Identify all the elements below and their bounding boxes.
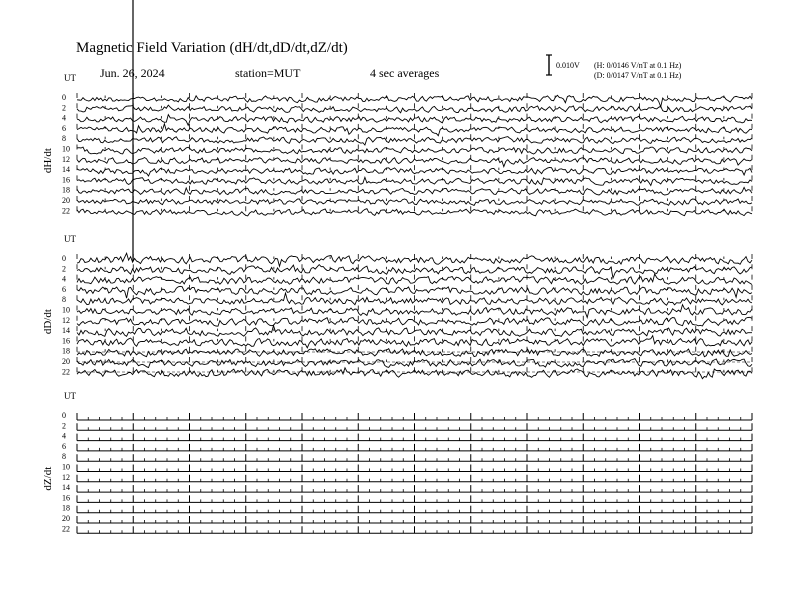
hour-label: 2 xyxy=(62,421,66,431)
hour-label: 12 xyxy=(62,315,70,325)
hour-label: 6 xyxy=(62,284,66,294)
hour-label: 16 xyxy=(62,336,70,346)
hour-label: 22 xyxy=(62,367,70,377)
hour-label: 2 xyxy=(62,103,66,113)
hour-label: 12 xyxy=(62,154,70,164)
date-label: Jun. 26, 2024 xyxy=(100,66,165,80)
hour-label: 2 xyxy=(62,264,66,274)
hour-label: 22 xyxy=(62,524,70,534)
hour-label: 16 xyxy=(62,493,70,503)
hour-label: 0 xyxy=(62,93,66,102)
hour-label: 6 xyxy=(62,441,66,451)
hour-label: 4 xyxy=(62,431,66,441)
panel-y-label: dD/dt xyxy=(42,309,54,335)
hour-label: 8 xyxy=(62,295,66,305)
hour-label: 14 xyxy=(62,165,70,175)
hour-label: 4 xyxy=(62,113,66,123)
hour-label: 18 xyxy=(62,346,70,356)
panel-dh-dt xyxy=(42,73,752,216)
hour-label: 22 xyxy=(62,206,70,216)
hour-label: 20 xyxy=(62,196,70,205)
calibration-h-label: (H: 0/0146 V/nT at 0.1 Hz) xyxy=(594,61,682,70)
ut-axis-label: UT xyxy=(64,234,76,244)
panel-dz-dt xyxy=(42,391,752,533)
hour-label: 16 xyxy=(62,175,70,185)
hour-label: 12 xyxy=(62,472,70,482)
hour-label: 10 xyxy=(62,144,70,154)
hour-label: 0 xyxy=(62,254,66,263)
hour-label: 18 xyxy=(62,503,70,513)
panel-y-label: dH/dt xyxy=(42,148,54,174)
ut-axis-label: UT xyxy=(64,73,76,83)
hour-label: 6 xyxy=(62,123,66,133)
panel-dd-dt xyxy=(42,234,752,379)
panel-y-label: dZ/dt xyxy=(42,466,54,491)
ut-axis-label: UT xyxy=(64,391,76,401)
hour-label: 8 xyxy=(62,134,66,144)
hour-label: 14 xyxy=(62,326,70,336)
calibration-d-label: (D: 0/0147 V/nT at 0.1 Hz) xyxy=(594,71,682,80)
hour-label: 20 xyxy=(62,357,70,366)
chart-title: Magnetic Field Variation (dH/dt,dD/dt,dZ/dt) xyxy=(76,40,348,56)
averaging-label: 4 sec averages xyxy=(370,66,440,80)
station-label: station=MUT xyxy=(235,66,301,80)
scale-bar-label: 0.010V xyxy=(556,61,580,70)
hour-label: 20 xyxy=(62,514,70,523)
hour-label: 10 xyxy=(62,462,70,472)
hour-label: 4 xyxy=(62,274,66,284)
scale-bar xyxy=(546,55,552,75)
hour-label: 14 xyxy=(62,483,70,493)
hour-label: 8 xyxy=(62,452,66,462)
hour-label: 10 xyxy=(62,305,70,315)
hour-label: 0 xyxy=(62,411,66,420)
hour-label: 18 xyxy=(62,185,70,195)
